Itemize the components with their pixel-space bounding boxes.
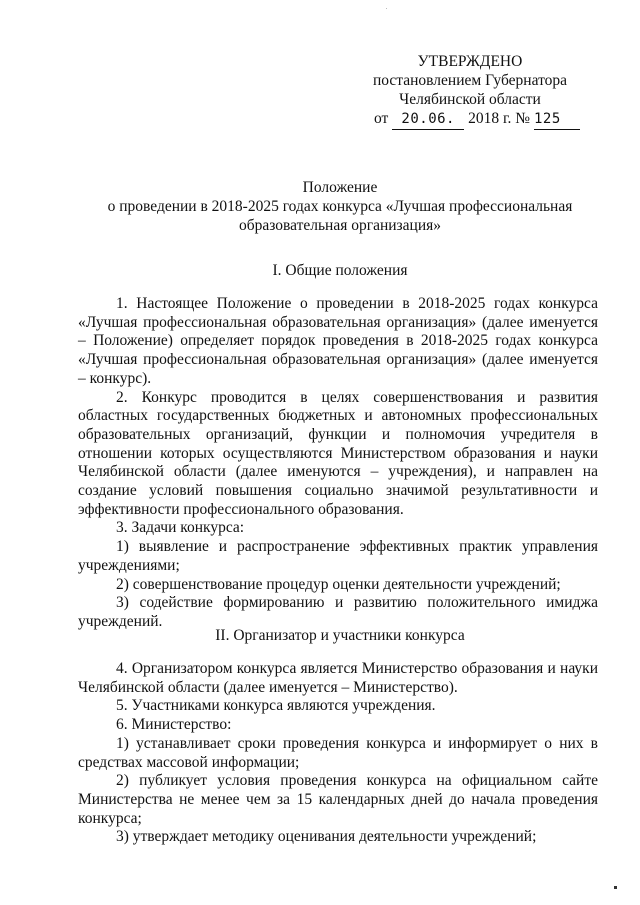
approval-line-2: Челябинской области [399, 91, 541, 108]
paragraph: 1) выявление и распространение эффективных практик управления учреждениями; [78, 538, 598, 574]
paragraph: 2) публикует условия проведения конкурса на официальном сайте Министерства не менее чем за 15 календарных дней до начала проведения конкурса; [78, 772, 598, 827]
paragraph: 3) утверждает методику оценивания деятельности учреждений; [116, 828, 537, 846]
paragraph: 3. Задачи конкурса: [116, 519, 245, 537]
scan-speck [386, 8, 387, 9]
title-line-2: о проведении в 2018-2025 годах конкурса «Лучшая профессиональная [107, 198, 573, 215]
scan-mark [614, 886, 617, 889]
paragraph: 2. Конкурс проводится в целях совершенствования и развития областных государственных бюджетных и автономных профессиональных образовательных организаций, функции и полномочия учредителя в отношении которых осуществляются Министерством образования и науки Челябинской области (далее именуются – учреждения), и направлен на создание условий повышения социально значимой результативности и эффективности профессионального образования. [78, 388, 598, 518]
section-2-body [78, 660, 598, 847]
date-field [392, 109, 464, 130]
section-1-heading: I. Общие положения [272, 262, 408, 279]
number-field [534, 109, 580, 130]
date-suffix: 2018 г. № [468, 110, 531, 127]
approval-line-1: постановлением Губернатора [372, 72, 568, 89]
paragraph: 3) содействие формированию и развитию положительного имиджа учреждений. [78, 594, 598, 630]
approved-label: УТВЕРЖДЕНО [417, 53, 523, 70]
approval-stamp [360, 52, 580, 130]
title-line-3: образовательная организация» [238, 217, 442, 234]
section-1-body [78, 295, 598, 632]
paragraph: 6. Министерство: [116, 716, 232, 734]
paragraph: 4. Организатором конкурса является Министерство образования и науки Челябинской области (далее именуется – Министерство). [78, 660, 598, 696]
paragraph: 1. Настоящее Положение о проведении в 2018-2025 годах конкурса «Лучшая профессиональная образовательная организация» (далее именуется – Положение) определяет порядок проведения в 2018-2025 годах конкурса «Лучшая профессиональная образовательная организация» (далее именуется – конкурс). [78, 295, 598, 387]
title-line-1: Положение [302, 179, 378, 196]
decree-number: 125 [533, 111, 561, 127]
section-2-heading: II. Организатор и участники конкурса [215, 627, 465, 644]
paragraph: 2) совершенствование процедур оценки деятельности учреждений; [116, 575, 561, 593]
approval-date-line [360, 109, 580, 130]
date-prefix: от [374, 110, 389, 127]
paragraph: 5. Участниками конкурса являются учреждения. [116, 697, 436, 715]
date-value: 20.06. [401, 111, 455, 127]
paragraph: 1) устанавливает сроки проведения конкурса и информирует о них в средствах массовой информации; [78, 734, 598, 771]
document-title [80, 178, 600, 235]
